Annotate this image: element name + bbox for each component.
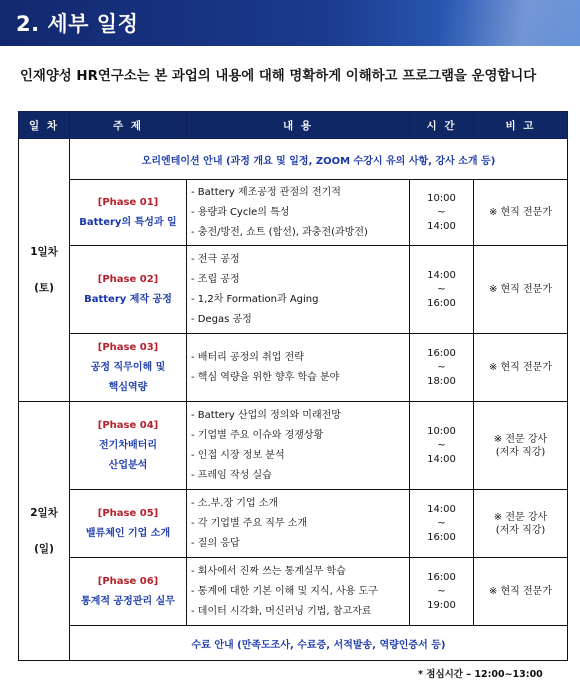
content-cell [187, 180, 410, 246]
content-cell [187, 334, 410, 402]
time-end: 19:00 [427, 599, 456, 611]
content-line: - 소.부.장 기업 소개 [191, 497, 279, 509]
table-row [19, 402, 568, 490]
table-row [19, 558, 568, 626]
content-line: - Battery 제조공정 관점의 전기적 [191, 186, 341, 198]
note-cell [474, 490, 568, 558]
time-start: 14:00 [427, 269, 456, 281]
content-cell [187, 558, 410, 626]
subject-cell [70, 334, 187, 402]
content-line: - 배터리 공정의 취업 전략 [191, 351, 304, 363]
note-line: ※ 전문 강사 [493, 433, 548, 445]
closing-row [19, 626, 568, 661]
content-line: - 충전/방전, 쇼트 (합선), 과충전(과방전) [191, 226, 368, 238]
time-start: 16:00 [427, 347, 456, 359]
column-header-content: 내 용 [187, 112, 410, 139]
subject-name: 통계적 공정관리 실무 [81, 595, 175, 607]
table-row [19, 246, 568, 334]
note-line: ※ 전문 강사 [493, 511, 548, 523]
schedule-table [18, 111, 568, 661]
content-cell [187, 490, 410, 558]
phase-label: [Phase 06] [97, 575, 159, 587]
table-row [19, 490, 568, 558]
content-line: - 용량과 Cycle의 특성 [191, 206, 290, 218]
content-line: - 회사에서 진짜 쓰는 통계실무 학습 [191, 565, 346, 577]
phase-label: [Phase 02] [97, 273, 159, 285]
time-end: 18:00 [427, 375, 456, 387]
content-line: - 프레임 작성 실습 [191, 469, 272, 481]
column-header-day: 일 차 [19, 112, 70, 139]
content-line: - 전극 공정 [191, 253, 240, 265]
note-line: (저자 직강) [495, 446, 546, 458]
column-header-note: 비 고 [474, 112, 568, 139]
time-start: 16:00 [427, 571, 456, 583]
time-end: 16:00 [427, 297, 456, 309]
time-end: 14:00 [427, 453, 456, 465]
phase-label: [Phase 05] [97, 507, 159, 519]
content-line: - Degas 공정 [191, 313, 252, 325]
subject-cell [70, 558, 187, 626]
content-line: - 각 기업별 주요 직무 소개 [191, 517, 308, 529]
section-title: 2. 세부 일정 [16, 12, 139, 36]
subject-name: 핵심역량 [108, 381, 148, 393]
time-separator: ~ [437, 283, 446, 295]
time-cell [410, 558, 474, 626]
content-line: - 인접 시장 정보 분석 [191, 449, 285, 461]
content-line: - 기업별 주요 이슈와 경쟁상황 [191, 429, 324, 441]
note-line: ※ 현직 전문가 [488, 586, 553, 597]
day2-cell [19, 402, 70, 661]
note-line: ※ 현직 전문가 [488, 362, 553, 373]
time-cell [410, 402, 474, 490]
day1-label: 1일차 [30, 246, 58, 258]
orientation-row [19, 139, 568, 180]
content-line: - Battery 산업의 정의와 미래전망 [191, 409, 341, 421]
content-line: - 질의 응답 [191, 537, 240, 549]
day2-weekday: (일) [34, 543, 54, 555]
day1-weekday: (토) [34, 282, 54, 294]
time-cell [410, 334, 474, 402]
time-separator: ~ [437, 361, 446, 373]
day2-label: 2일차 [30, 507, 58, 519]
orientation-banner: 오리엔테이션 안내 (과정 개요 및 일정, ZOOM 수강시 유의 사항, 강사 소개 등) [70, 139, 568, 180]
phase-label: [Phase 04] [97, 419, 159, 431]
note-line: (저자 직강) [495, 524, 546, 536]
table-row [19, 180, 568, 246]
subject-cell [70, 246, 187, 334]
subject-name: 산업분석 [108, 459, 148, 471]
note-cell [474, 402, 568, 490]
note-cell [474, 246, 568, 334]
table-row [19, 334, 568, 402]
note-cell [474, 180, 568, 246]
subject-name: Battery 제작 공정 [84, 293, 172, 305]
subject-name: Battery의 특성과 일 [79, 216, 177, 228]
note-cell [474, 334, 568, 402]
note-line: ※ 현직 전문가 [488, 284, 553, 295]
time-cell [410, 246, 474, 334]
time-end: 14:00 [427, 220, 456, 232]
lunch-footnote: * 점심시간 – 12:00~13:00 [418, 669, 543, 680]
time-separator: ~ [437, 439, 446, 451]
time-separator: ~ [437, 585, 446, 597]
subject-name: 밸류체인 기업 소개 [85, 527, 171, 539]
closing-banner: 수료 안내 (만족도조사, 수료증, 서적발송, 역량인증서 등) [70, 626, 568, 661]
subject-cell [70, 180, 187, 246]
content-line: - 통계에 대한 기본 이해 및 지식, 사용 도구 [191, 585, 378, 597]
subject-cell [70, 402, 187, 490]
time-separator: ~ [437, 206, 446, 218]
phase-label: [Phase 03] [97, 341, 159, 353]
time-start: 10:00 [427, 425, 456, 437]
note-line: ※ 현직 전문가 [488, 207, 553, 218]
phase-label: [Phase 01] [97, 196, 159, 208]
section-header [0, 0, 580, 46]
day1-cell [19, 139, 70, 402]
content-line: - 조립 공정 [191, 273, 240, 285]
time-cell [410, 490, 474, 558]
content-line: - 1,2차 Formation과 Aging [191, 293, 319, 305]
header-decoration [440, 0, 580, 46]
time-start: 10:00 [427, 192, 456, 204]
content-cell [187, 402, 410, 490]
time-separator: ~ [437, 517, 446, 529]
note-cell [474, 558, 568, 626]
content-line: - 핵심 역량을 위한 향후 학습 분야 [191, 371, 340, 383]
time-cell [410, 180, 474, 246]
content-line: - 데이터 시각화, 머신러닝 기법, 참고자료 [191, 605, 372, 617]
time-end: 16:00 [427, 531, 456, 543]
column-header-subject: 주 제 [70, 112, 187, 139]
intro-text: 인재양성 HR연구소는 본 과업의 내용에 대해 명확하게 이해하고 프로그램을 운영합니다 [20, 69, 537, 84]
subject-name: 전기차배터리 [99, 439, 157, 451]
column-header-time: 시 간 [410, 112, 474, 139]
content-cell [187, 246, 410, 334]
subject-cell [70, 490, 187, 558]
table-header-row [19, 112, 568, 139]
time-start: 14:00 [427, 503, 456, 515]
subject-name: 공정 직무이해 및 [90, 361, 166, 373]
